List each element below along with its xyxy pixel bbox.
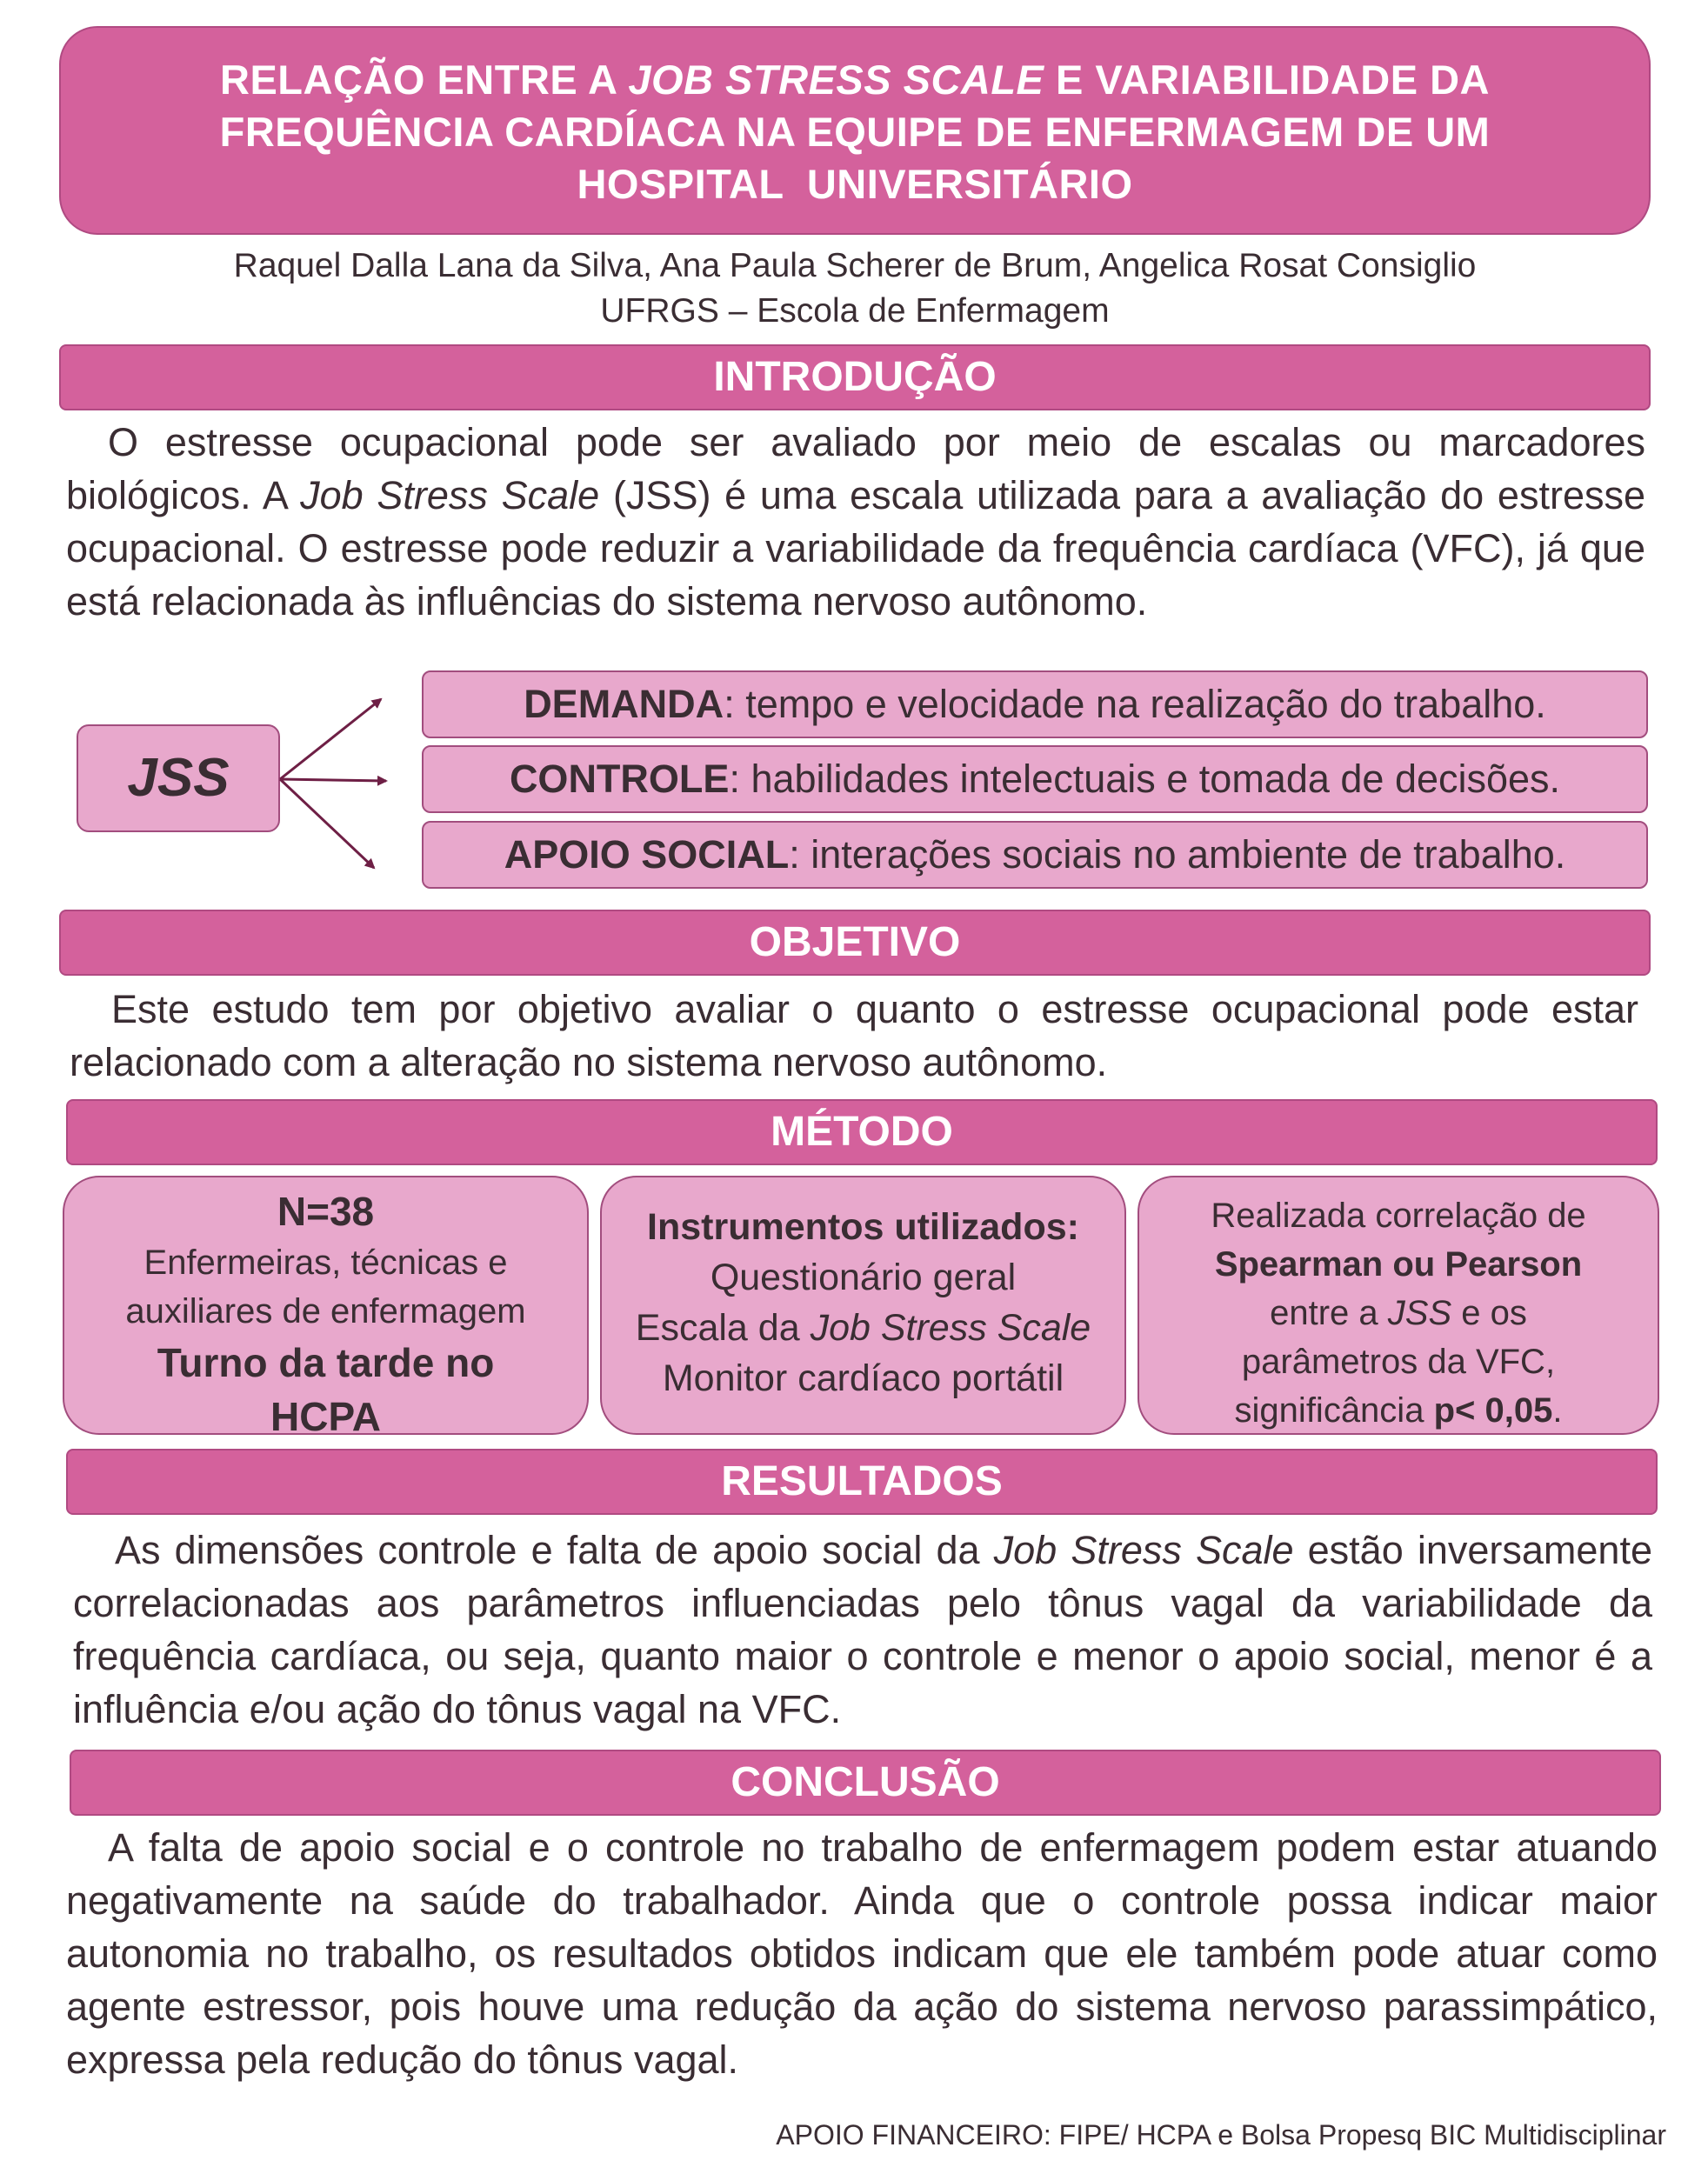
analysis-line-4: parâmetros da VFC, — [1241, 1343, 1556, 1381]
shift-line-2: HCPA — [270, 1394, 381, 1439]
section-heading-metodo: MÉTODO — [66, 1099, 1658, 1165]
method-box-analysis — [1138, 1176, 1659, 1435]
section-heading-objetivo: OBJETIVO — [59, 910, 1651, 976]
analysis-line-2: Spearman ou Pearson — [1214, 1245, 1583, 1284]
resultados-paragraph: As dimensões controle e falta de apoio social da Job Stress Scale estão inversamente correlacionadas aos parâmetros influenciadas pelo tônus vagal da variabilidade da frequência cardíaca, ou seja, quanto maior o controle e menor o apoio social, menor é a influência e/ou ação do tônus vagal na VFC. — [73, 1528, 1652, 1731]
section-heading-introducao: INTRODUÇÃO — [59, 344, 1651, 410]
participants-line-2: auxiliares de enfermagem — [125, 1292, 526, 1330]
arrow-to-controle — [280, 779, 386, 781]
analysis-line-5: significância p< 0,05. — [1234, 1391, 1563, 1430]
method-box-instruments — [600, 1176, 1126, 1435]
shift-line-1: Turno da tarde no — [157, 1340, 495, 1385]
analysis-line-3: entre a JSS e os — [1270, 1294, 1527, 1332]
dimension-demanda: DEMANDA: tempo e velocidade na realização do trabalho. — [422, 670, 1648, 738]
intro-paragraph: O estresse ocupacional pode ser avaliado por meio de escalas ou marcadores biológicos. A Job Stress Scale (JSS) é uma escala utilizada para a avaliação do estresse ocupacional. O estresse pode reduzir a variabilidade da frequência cardíaca (VFC), já que está relacionada às influências do sistema nervoso autônomo. — [66, 420, 1645, 624]
objetivo-paragraph: Este estudo tem por objetivo avaliar o quanto o estresse ocupacional pode estar relacionado com a alteração no sistema nervoso autônomo. — [70, 987, 1638, 1084]
conclusao-paragraph: A falta de apoio social e o controle no trabalho de enfermagem podem estar atuando negativamente na saúde do trabalhador. Ainda que o controle possa indicar maior autonomia no trabalho, os resultados obtidos indicam que ele também pode atuar como agente estressor, pois houve uma redução da ação do sistema nervoso parassimpático, expressa pela redução do tônus vagal. — [66, 1825, 1658, 2082]
arrow-to-demanda — [280, 699, 381, 779]
poster-title — [59, 26, 1651, 235]
analysis-line-1: Realizada correlação de — [1211, 1197, 1586, 1235]
dimension-apoio-social: APOIO SOCIAL: interações sociais no ambiente de trabalho. — [422, 821, 1648, 889]
title-line-3: HOSPITAL UNIVERSITÁRIO — [577, 161, 1133, 207]
section-heading-resultados: RESULTADOS — [66, 1449, 1658, 1515]
title-line-2: FREQUÊNCIA CARDÍACA NA EQUIPE DE ENFERMAGEM DE UM — [219, 109, 1491, 155]
section-heading-conclusao: CONCLUSÃO — [70, 1750, 1661, 1816]
title-line-1: RELAÇÃO ENTRE A JOB STRESS SCALE E VARIABILIDADE DA — [220, 57, 1490, 103]
instrument-3: Monitor cardíaco portátil — [662, 1357, 1064, 1399]
instrument-2: Escala da Job Stress Scale — [635, 1307, 1091, 1349]
jss-box: JSS — [77, 724, 280, 832]
arrow-to-apoio-social — [280, 779, 374, 868]
instruments-heading: Instrumentos utilizados: — [647, 1206, 1079, 1248]
jss-arrows — [278, 687, 426, 878]
author-names: Raquel Dalla Lana da Silva, Ana Paula Scherer de Brum, Angelica Rosat Consiglio — [233, 247, 1477, 284]
method-box-participants — [63, 1176, 589, 1439]
affiliation: UFRGS – Escola de Enfermagem — [600, 292, 1110, 330]
participants-line-1: Enfermeiras, técnicas e — [143, 1244, 508, 1282]
dimension-controle: CONTROLE: habilidades intelectuais e tomada de decisões. — [422, 745, 1648, 813]
instrument-1: Questionário geral — [710, 1257, 1017, 1298]
authors-block — [59, 243, 1651, 334]
sample-size: N=38 — [277, 1189, 375, 1234]
funding-footer: APOIO FINANCEIRO: FIPE/ HCPA e Bolsa Propesq BIC Multidisciplinar — [776, 2119, 1666, 2151]
